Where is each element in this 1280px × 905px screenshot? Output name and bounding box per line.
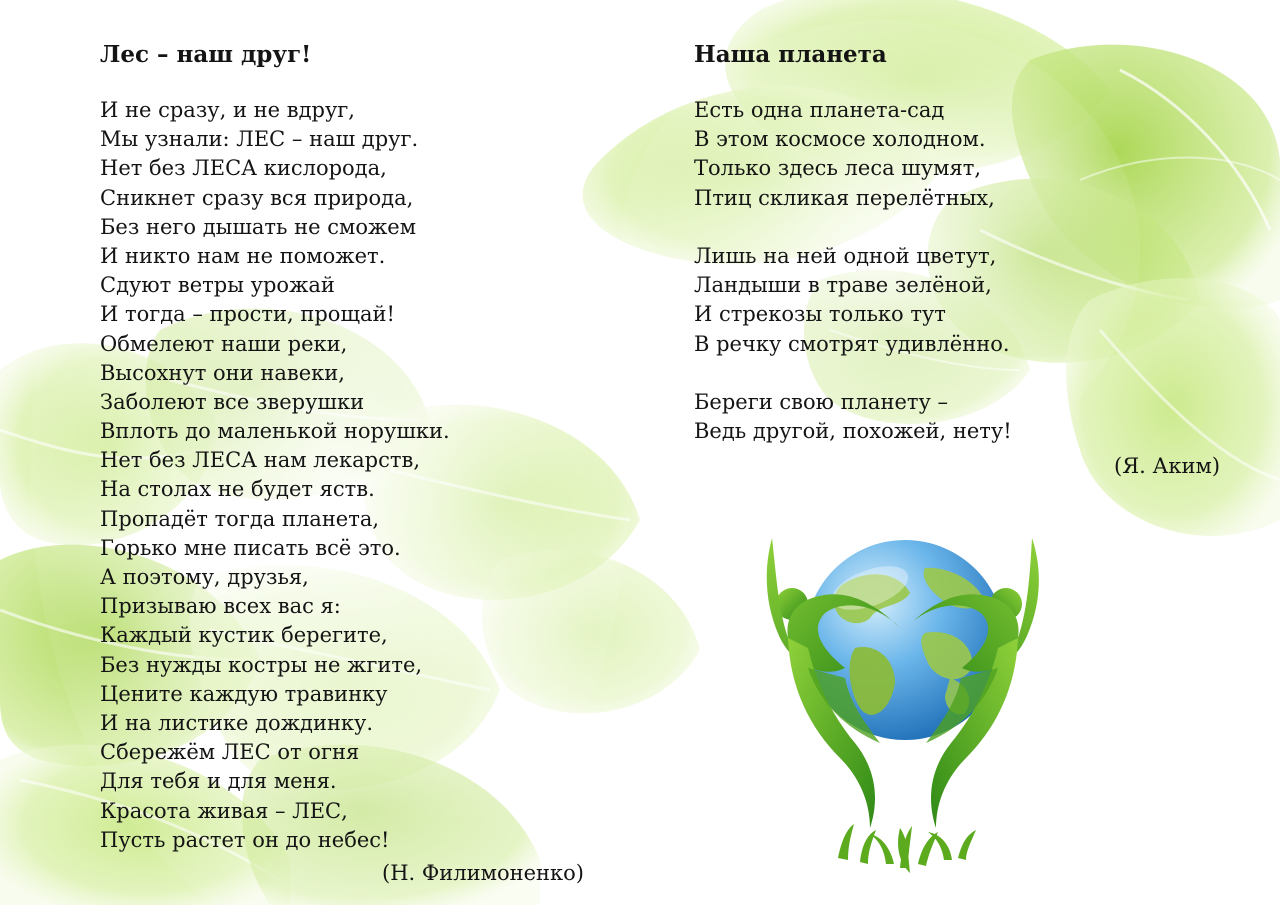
poem-line: Ведь другой, похожей, нету! <box>694 419 1012 444</box>
eco-globe-figures-icon <box>750 528 1060 878</box>
poem-lines <box>694 96 1254 446</box>
poem-line: Для тебя и для меня. <box>100 769 337 794</box>
poem-author: (Я. Аким) <box>1114 454 1221 478</box>
poem-line: И на листике дождинку. <box>100 710 374 735</box>
poem-line: А поэтому, друзья, <box>100 565 309 589</box>
poem-line: Горько мне писать всё это. <box>100 535 401 560</box>
poem-line: Цените каждую травинку <box>100 681 388 706</box>
stanza-gap <box>694 359 1254 388</box>
grass <box>838 824 976 873</box>
poem-line: Сбережём ЛЕС от огня <box>100 740 360 765</box>
poem-line: Без него дышать не сможем <box>100 214 417 239</box>
poem-line: Заболеют все зверушки <box>100 389 365 414</box>
poem-line: Обмелеют наши реки, <box>100 331 348 356</box>
poem-line: На столах не будет яств. <box>100 477 375 502</box>
poem-line: Нет без ЛЕСА нам лекарств, <box>100 448 420 473</box>
poem-line: Нет без ЛЕСА кислорода, <box>100 156 387 181</box>
poem-forest-friend <box>100 38 620 855</box>
poem-title: Наша планета <box>694 41 887 68</box>
poem-line: Береги свою планету – <box>694 389 949 414</box>
poem-line: Сникнет сразу вся природа, <box>100 185 414 210</box>
poem-line: Птиц скликая перелётных, <box>694 185 995 210</box>
poem-line: Есть одна планета-сад <box>694 98 945 122</box>
poem-line: Лишь на ней одной цветут, <box>694 243 997 268</box>
poem-line: Каждый кустик берегите, <box>100 623 388 648</box>
poem-line: В этом космосе холодном. <box>694 127 986 152</box>
poem-line: Без нужды костры не жгите, <box>100 652 423 677</box>
poem-line: Высохнут они навеки, <box>100 360 345 385</box>
poem-line: Вплоть до маленькой норушки. <box>100 419 450 444</box>
poem-line: Мы узнали: ЛЕС – наш друг. <box>100 127 419 152</box>
stanza-gap <box>694 213 1254 242</box>
poem-title: Лес – наш друг! <box>100 41 312 68</box>
poem-line: Сдуют ветры урожай <box>100 273 335 298</box>
poem-line: В речку смотрят удивлённо. <box>694 331 1010 356</box>
poem-line: Призываю всех вас я: <box>100 594 341 619</box>
poem-line: Только здесь леса шумят, <box>694 156 982 181</box>
poem-line: И тогда – прости, прощай! <box>100 302 395 327</box>
poem-line: Пропадёт тогда планета, <box>100 506 380 531</box>
poem-line: Красота живая – ЛЕС, <box>100 798 348 823</box>
poem-line: Пусть растет он до небес! <box>100 827 390 852</box>
poem-line: И не сразу, и не вдруг, <box>100 98 355 122</box>
poem-our-planet <box>694 38 1254 446</box>
poem-line: И никто нам не поможет. <box>100 243 386 268</box>
poem-lines <box>100 96 620 855</box>
poem-line: И стрекозы только тут <box>694 302 946 327</box>
poem-line: Ландыши в траве зелёной, <box>694 273 992 298</box>
poem-author: (Н. Филимоненко) <box>382 861 584 885</box>
